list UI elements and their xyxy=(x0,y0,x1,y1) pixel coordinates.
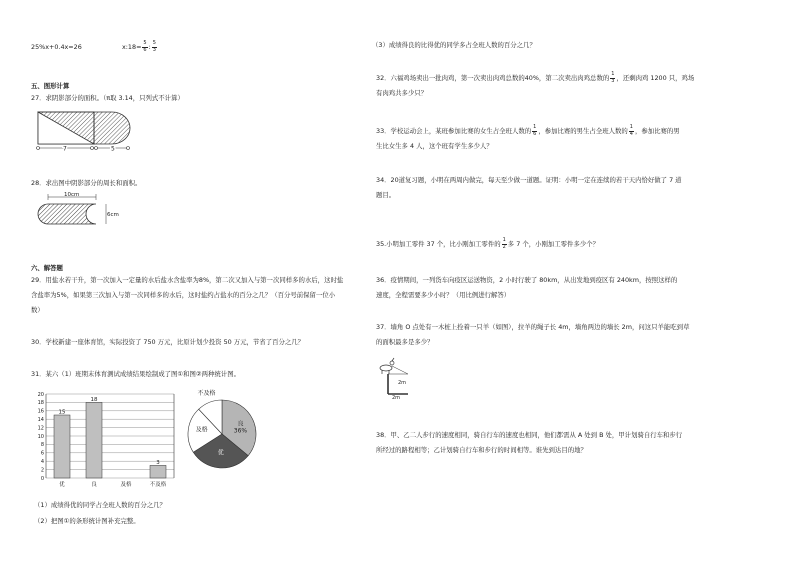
equation-2: x:18= $\frac{5}{6}$ : $\frac{5}{3}$ xyxy=(122,40,156,53)
bar xyxy=(54,415,70,478)
question-31: 31．某六（1）班期末体育测试成绩结果绘制成了图①和图②两种统计图。 xyxy=(31,370,240,378)
y-tick-label: 14 xyxy=(37,417,44,423)
question-29: 29．用盐水若干升，第一次加入一定量的水后盐水含盐率为8%，第二次又加入与第一次同样多的水后，这时盐 含盐率为5%，如果第三次加入与第一次同样多的水后，这时盐约占盐水的百分之几？（百分号前保留一位小 数） xyxy=(31,276,344,314)
data-label: 18 xyxy=(90,396,98,403)
x-tick-label: 不及格 xyxy=(149,482,167,488)
pie-slice-label: 及格 xyxy=(195,426,208,434)
q37-label-b: 2m xyxy=(392,395,401,401)
section-5-heading: 五、图形计算 xyxy=(31,82,70,90)
bar xyxy=(150,465,166,478)
question-36: 36．疫情期间，一列货车向疫区运送物资，2 小时行驶了 80km，从出发地到疫区有 240km，按照这样的 速度，全程需要多少小时？（用比例进行解答） xyxy=(376,276,678,299)
q28-figure xyxy=(34,190,124,232)
y-tick-label: 10 xyxy=(37,433,44,440)
q27-figure xyxy=(34,108,130,156)
y-tick-label: 20 xyxy=(37,391,44,398)
y-tick-label: 0 xyxy=(40,475,44,482)
question-28: 28．求出图中阴影部分的周长和面积。 xyxy=(31,179,142,187)
y-tick-label: 2 xyxy=(40,467,44,474)
question-38: 38．甲、乙二人步行的速度相同，骑自行车的速度也相同，他们都需从 A 处到 B 处，甲计划骑自行车和步行 所经过的路程相等；乙计划骑自行车和步行的时间相等。谁先到达目的地？ xyxy=(376,431,683,454)
y-tick-label: 12 xyxy=(37,425,44,432)
y-tick-label: 8 xyxy=(40,442,44,449)
bar xyxy=(86,402,102,478)
q27-length-2: 5 xyxy=(111,145,115,153)
question-32: 32．六福鸡场卖出一批肉鸡，第一次卖出肉鸡总数的40%，第二次卖出肉鸡总数的 $\frac{1}{3}$ ，还剩肉鸡 1200 只，鸡场 有肉鸡共多少只？ xyxy=(376,71,695,97)
x-tick-label: 及格 xyxy=(120,482,132,488)
q27-length-1: 7 xyxy=(63,145,67,153)
q28-width-label: 10cm xyxy=(64,192,80,198)
question-30: 30．学校新建一座体育馆，实际投资了 750 万元，比原计划少投资 50 万元，节省了百分之几？ xyxy=(31,338,305,346)
pie-chart xyxy=(176,386,266,476)
pie-slice-label: 不及格 xyxy=(197,389,216,397)
goat-icon xyxy=(380,358,394,374)
pie-slice-label: 优 xyxy=(217,449,224,457)
y-tick-label: 4 xyxy=(40,459,44,465)
q37-figure xyxy=(378,354,424,400)
question-31-sub-2: （2）把图①的条形统计图补充完整。 xyxy=(34,517,140,525)
question-33: 33．学校运动会上，某班参加比赛的女生占全班人数的 $\frac{1}{6}$ ，参加比赛的男生占全班人数的 $\frac{1}{4}$ ，参加比赛的男 生比女生多 4 人，这个班有学生多少人？ xyxy=(376,124,680,150)
section-6-heading: 六、解答题 xyxy=(31,264,63,272)
pie-slice-value: 36% xyxy=(233,427,248,435)
y-tick-label: 16 xyxy=(37,408,44,415)
bar-chart xyxy=(32,388,178,490)
q37-label-a: 2m xyxy=(398,380,407,386)
data-label: 15 xyxy=(58,409,66,416)
x-tick-label: 良 xyxy=(91,482,97,488)
question-34: 34．20道复习题，小明在两周内做完，每天至少做一道题。证明：小明一定在连续的若干天内恰好做了 7 道 题目。 xyxy=(376,176,682,199)
question-35: 35.小明加工零件 37 个，比小刚加工零件的 $\frac{1}{2}$ 多 7 个，小刚加工零件多少个？ xyxy=(376,237,600,250)
x-tick-label: 优 xyxy=(59,482,65,488)
question-37: 37．墙角 O 点处有一木桩上拴着一只羊（如图），拉羊的绳子长 4m，墙角两边的墙长 2m，问这只羊能吃到草 的面积最多是多少？ xyxy=(376,323,690,346)
equation-1: 25%x+0.4x=26 xyxy=(31,43,82,51)
question-31-sub-3: （3）成绩得良的比得优的同学多占全班人数的百分之几？ xyxy=(372,41,536,49)
y-tick-label: 6 xyxy=(40,450,44,457)
data-label: 3 xyxy=(156,459,160,466)
pie-slice-label: 良 xyxy=(237,420,244,428)
question-31-sub-1: （1）成绩得优的同学占全班人数的百分之几？ xyxy=(34,501,166,509)
q28-height-label: 6cm xyxy=(107,212,119,218)
question-27: 27．求阴影部分的面积。（π取 3.14，只列式不计算） xyxy=(31,94,184,102)
y-tick-label: 18 xyxy=(37,400,44,407)
